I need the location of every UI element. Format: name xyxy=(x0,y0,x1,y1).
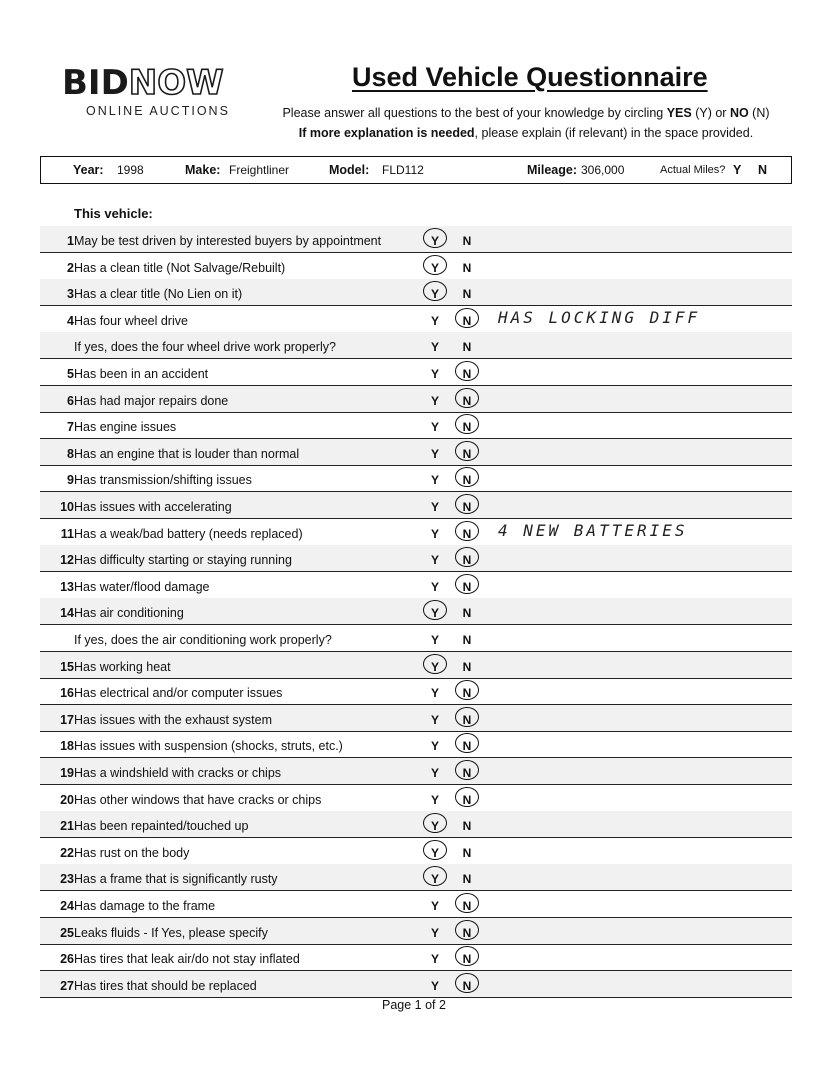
yes-option[interactable]: Y xyxy=(430,766,439,780)
question-row-8 xyxy=(40,439,792,466)
no-circle-mark xyxy=(455,680,479,700)
no-option[interactable]: N xyxy=(462,500,472,514)
no-option[interactable]: N xyxy=(462,260,472,275)
year-label: Year: xyxy=(73,163,104,177)
question-number: 12 xyxy=(60,553,74,568)
yes-option[interactable]: Y xyxy=(430,287,439,302)
question-text: Has a clear title (No Lien on it) xyxy=(74,287,243,302)
question-text: May be test driven by interested buyers by appointment xyxy=(74,234,382,248)
yes-option[interactable]: Y xyxy=(430,659,439,674)
question-number: 26 xyxy=(60,952,74,967)
question-number: 1 xyxy=(67,234,74,248)
no-option[interactable]: N xyxy=(462,845,472,860)
question-subrow xyxy=(40,625,792,652)
question-row-15 xyxy=(40,652,792,679)
no-circle-mark xyxy=(455,787,479,807)
section-label: This vehicle: xyxy=(74,206,153,221)
question-number: 16 xyxy=(60,686,74,701)
yes-option[interactable]: Y xyxy=(430,739,439,754)
question-number: 8 xyxy=(67,446,74,461)
no-option[interactable]: N xyxy=(462,579,472,594)
question-text: Has a windshield with cracks or chips xyxy=(74,766,282,780)
make-label: Make: xyxy=(185,163,221,177)
no-circle-mark xyxy=(455,574,479,594)
yes-option[interactable]: Y xyxy=(430,978,439,993)
question-row-25 xyxy=(40,918,792,945)
question-number: 24 xyxy=(60,899,74,913)
question-number: 13 xyxy=(60,579,74,594)
question-number: 17 xyxy=(60,712,74,727)
yes-option[interactable]: Y xyxy=(430,526,439,541)
no-option[interactable]: N xyxy=(462,313,472,328)
page-number: Page 1 of 2 xyxy=(382,998,446,1012)
no-option[interactable]: N xyxy=(462,287,472,302)
no-circle-mark xyxy=(455,441,479,461)
question-number: 23 xyxy=(60,872,74,887)
no-option[interactable]: N xyxy=(462,925,472,940)
question-row-14 xyxy=(40,598,792,625)
question-row-1 xyxy=(40,226,792,253)
no-option[interactable]: N xyxy=(462,393,472,408)
question-text: Has issues with the exhaust system xyxy=(74,712,272,727)
question-text: Has other windows that have cracks or chips xyxy=(74,792,322,807)
question-row-23 xyxy=(40,864,792,891)
question-text: Has tires that leak air/do not stay inflated xyxy=(74,952,300,967)
question-text: Has been repainted/touched up xyxy=(74,819,249,834)
question-number: 2 xyxy=(67,260,74,275)
yes-option[interactable]: Y xyxy=(430,340,439,355)
no-circle-mark xyxy=(455,547,479,567)
actual-miles-y: Y xyxy=(733,163,742,177)
question-number: 18 xyxy=(60,739,74,754)
question-row-26 xyxy=(40,944,792,971)
question-row-7 xyxy=(40,412,792,439)
question-text: Has rust on the body xyxy=(74,845,190,860)
question-row-11 xyxy=(40,519,792,546)
no-circle-mark xyxy=(455,521,479,541)
question-row-5 xyxy=(40,359,792,386)
question-row-18 xyxy=(40,731,792,758)
no-circle-mark xyxy=(455,467,479,487)
question-number: 20 xyxy=(60,792,74,807)
bidnow-logo xyxy=(62,63,262,118)
handwritten-note: HAS LOCKING DIFF xyxy=(498,307,701,327)
question-row-3 xyxy=(40,279,792,306)
no-circle-mark xyxy=(455,946,479,966)
no-circle-mark xyxy=(455,760,479,780)
question-text: Has transmission/shifting issues xyxy=(74,473,252,488)
make-value: Freightliner xyxy=(229,163,290,177)
mileage-label: Mileage: xyxy=(527,163,578,177)
question-number: 11 xyxy=(60,526,74,541)
question-row-19 xyxy=(40,758,792,785)
no-option[interactable]: N xyxy=(462,686,472,701)
question-number: 3 xyxy=(67,287,74,302)
yes-option[interactable]: Y xyxy=(430,792,439,807)
question-number: 6 xyxy=(67,393,74,408)
no-option[interactable]: N xyxy=(462,420,472,435)
yes-circle-mark xyxy=(423,866,447,886)
question-text: Has electrical and/or computer issues xyxy=(74,686,283,701)
no-option[interactable]: N xyxy=(462,473,472,488)
no-circle-mark xyxy=(455,308,479,328)
no-option[interactable]: N xyxy=(462,739,472,754)
question-subrow xyxy=(40,332,792,359)
question-text: Has an engine that is louder than normal xyxy=(74,446,300,461)
question-text: Has issues with suspension (shocks, struts, etc.) xyxy=(74,739,343,754)
no-circle-mark xyxy=(455,361,479,381)
question-text: Leaks fluids - If Yes, please specify xyxy=(74,925,268,940)
yes-option[interactable]: Y xyxy=(430,872,439,887)
question-number: 15 xyxy=(60,659,74,674)
yes-option[interactable]: Y xyxy=(430,845,439,860)
no-circle-mark xyxy=(455,920,479,940)
question-row-12 xyxy=(40,545,792,572)
no-option[interactable]: N xyxy=(462,899,472,913)
question-row-24 xyxy=(40,891,792,918)
question-number: 5 xyxy=(67,367,74,381)
no-circle-mark xyxy=(455,494,479,514)
yes-option[interactable]: Y xyxy=(430,712,439,727)
yes-option[interactable]: Y xyxy=(430,925,439,940)
question-row-21 xyxy=(40,811,792,838)
yes-option[interactable]: Y xyxy=(430,234,439,248)
question-number: 9 xyxy=(67,473,74,488)
yes-circle-mark xyxy=(423,813,447,833)
yes-option[interactable]: Y xyxy=(430,686,439,701)
no-circle-mark xyxy=(455,707,479,727)
no-option[interactable]: N xyxy=(462,659,472,674)
no-circle-mark xyxy=(455,733,479,753)
no-option[interactable]: N xyxy=(462,819,472,834)
question-text: Has damage to the frame xyxy=(74,899,216,913)
question-row-6 xyxy=(40,386,792,413)
question-number: 7 xyxy=(67,420,74,435)
yes-option[interactable]: Y xyxy=(430,420,439,435)
question-text: Has tires that should be replaced xyxy=(74,978,257,993)
no-option[interactable]: N xyxy=(462,526,472,541)
question-text: Has difficulty starting or staying running xyxy=(74,553,292,568)
yes-option[interactable]: Y xyxy=(430,633,439,647)
question-text: Has working heat xyxy=(74,659,171,674)
logo-tagline: ONLINE AUCTIONS xyxy=(86,104,230,118)
question-number: 25 xyxy=(60,925,74,940)
instructions-line-2: If more explanation is needed, please explain (if relevant) in the space provided. xyxy=(298,126,754,140)
yes-circle-mark xyxy=(423,281,447,301)
no-option[interactable]: N xyxy=(462,446,472,461)
question-row-17 xyxy=(40,705,792,732)
yes-option[interactable]: Y xyxy=(430,367,439,381)
no-option[interactable]: N xyxy=(462,606,472,621)
page-title: Used Vehicle Questionnaire xyxy=(352,62,708,92)
no-circle-mark xyxy=(455,414,479,434)
yes-option[interactable]: Y xyxy=(430,553,439,568)
yes-option[interactable]: Y xyxy=(430,606,439,621)
question-text: If yes, does the four wheel drive work properly? xyxy=(74,340,336,355)
question-text: Has engine issues xyxy=(74,420,177,435)
mileage-value: 306,000 xyxy=(581,163,625,177)
question-text: Has water/flood damage xyxy=(74,579,210,594)
question-number: 21 xyxy=(60,819,74,834)
question-row-10 xyxy=(40,492,792,519)
no-circle-mark xyxy=(455,893,479,913)
yes-option[interactable]: Y xyxy=(430,579,439,594)
question-text: If yes, does the air conditioning work properly? xyxy=(74,633,332,647)
no-option[interactable]: N xyxy=(462,766,472,780)
no-circle-mark xyxy=(455,973,479,993)
year-value: 1998 xyxy=(117,163,144,177)
handwritten-note: 4 NEW BATTERIES xyxy=(498,520,688,540)
vehicle-info-box xyxy=(40,156,792,184)
question-row-4 xyxy=(40,306,792,333)
instructions-line-1: Please answer all questions to the best of your knowledge by circling YES (Y) or NO (N) xyxy=(282,106,770,120)
yes-option[interactable]: Y xyxy=(430,899,439,913)
question-number: 4 xyxy=(67,313,74,328)
question-row-9 xyxy=(40,465,792,492)
no-option[interactable]: N xyxy=(462,872,472,887)
question-text: Has four wheel drive xyxy=(74,313,188,328)
yes-circle-mark xyxy=(423,255,447,275)
question-row-22 xyxy=(40,838,792,865)
no-option[interactable]: N xyxy=(462,234,472,248)
question-row-16 xyxy=(40,678,792,705)
yes-circle-mark xyxy=(423,654,447,674)
yes-option[interactable]: Y xyxy=(430,446,439,461)
yes-option[interactable]: Y xyxy=(430,819,439,834)
yes-circle-mark xyxy=(423,228,447,248)
actual-miles-label: Actual Miles? xyxy=(660,164,726,176)
question-number: 22 xyxy=(60,845,74,860)
no-option[interactable]: N xyxy=(462,952,472,967)
question-text: Has been in an accident xyxy=(74,367,209,381)
yes-option[interactable]: Y xyxy=(430,500,439,514)
yes-option[interactable]: Y xyxy=(430,393,439,408)
question-text: Has a weak/bad battery (needs replaced) xyxy=(74,526,303,541)
no-option[interactable]: N xyxy=(462,978,472,993)
question-text: Has issues with accelerating xyxy=(74,500,232,514)
actual-miles-n: N xyxy=(758,163,768,177)
question-text: Has had major repairs done xyxy=(74,393,229,408)
question-row-2 xyxy=(40,253,792,280)
question-text: Has a clean title (Not Salvage/Rebuilt) xyxy=(74,260,286,275)
yes-option[interactable]: Y xyxy=(430,313,439,328)
no-circle-mark xyxy=(455,388,479,408)
question-number: 27 xyxy=(60,978,74,993)
yes-circle-mark xyxy=(423,600,447,620)
question-text: Has a frame that is significantly rusty xyxy=(74,872,278,887)
yes-option[interactable]: Y xyxy=(430,952,439,967)
model-value: FLD112 xyxy=(382,163,424,177)
no-option[interactable]: N xyxy=(462,553,472,568)
no-option[interactable]: N xyxy=(462,633,472,647)
question-number: 14 xyxy=(60,606,74,621)
yes-circle-mark xyxy=(423,840,447,860)
question-row-20 xyxy=(40,785,792,812)
no-option[interactable]: N xyxy=(462,792,472,807)
question-number: 10 xyxy=(60,500,74,514)
logo-wordmark: BIDNOW xyxy=(62,63,224,103)
question-row-27 xyxy=(40,971,792,998)
no-option[interactable]: N xyxy=(462,340,472,355)
yes-option[interactable]: Y xyxy=(430,260,439,275)
model-label: Model: xyxy=(329,163,370,177)
yes-option[interactable]: Y xyxy=(430,473,439,488)
question-row-13 xyxy=(40,572,792,599)
instructions xyxy=(250,103,802,143)
no-option[interactable]: N xyxy=(462,712,472,727)
question-number: 19 xyxy=(60,766,74,780)
no-option[interactable]: N xyxy=(462,367,472,381)
question-text: Has air conditioning xyxy=(74,606,184,621)
